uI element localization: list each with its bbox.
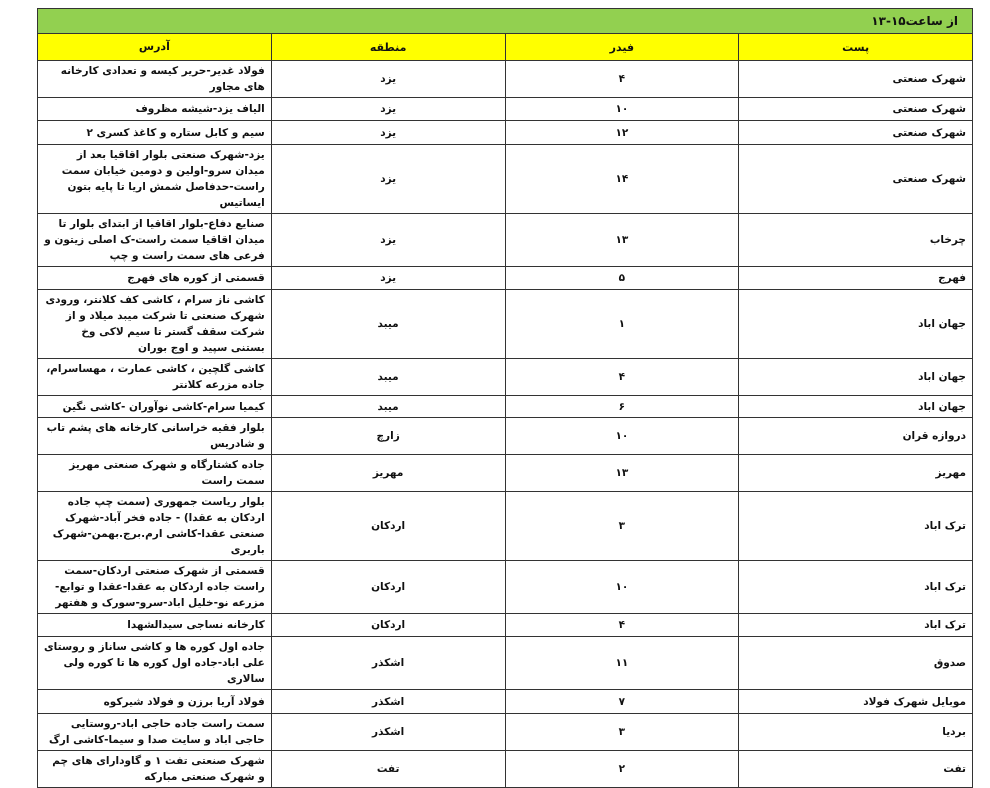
cell-region: یزد <box>271 267 505 290</box>
cell-feeder: ۱۲ <box>505 121 739 145</box>
cell-address: جاده اول کوره ها و کاشی ساناز و روستای علی اباد-جاده اول کوره ها تا کوره ولی سالاری <box>38 637 272 690</box>
cell-address: کیمیا سرام-کاشی نوآوران -کاشی نگین <box>38 396 272 418</box>
cell-address: بلوار ریاست جمهوری (سمت چپ جاده اردکان به عقدا) - جاده فخر آباد-شهرک صنعتی عقدا-کاشی ارم.برج.بهمن-شهرک باربری <box>38 492 272 561</box>
cell-feeder: ۷ <box>505 690 739 714</box>
cell-address: سمت راست جاده حاجی اباد-روستایی حاجی اباد و سایت صدا و سیما-کاشی ارگ <box>38 714 272 751</box>
cell-feeder: ۴ <box>505 61 739 98</box>
cell-feeder: ۱۰ <box>505 561 739 614</box>
table-row <box>38 418 973 455</box>
table-row <box>38 290 973 359</box>
cell-address: صنایع دفاع-بلوار اقاقیا از ابتدای بلوار تا میدان اقاقیا سمت راست-ک اصلی زیتون و فرعی های سمت راست و چپ <box>38 214 272 267</box>
cell-feeder: ۵ <box>505 267 739 290</box>
table-row <box>38 561 973 614</box>
cell-post: شهرک صنعتی <box>739 98 973 121</box>
cell-address: کاشی گلچین ، کاشی عمارت ، مهساسرام، جاده مزرعه کلانتر <box>38 359 272 396</box>
table-row <box>38 637 973 690</box>
cell-region: اشکذر <box>271 690 505 714</box>
cell-region: میبد <box>271 290 505 359</box>
cell-address: فولاد غدیر-حریر کیسه و تعدادی کارخانه های مجاور <box>38 61 272 98</box>
cell-post: شهرک صنعتی <box>739 61 973 98</box>
cell-region: اردکان <box>271 561 505 614</box>
cell-address: الیاف یزد-شیشه مظروف <box>38 98 272 121</box>
cell-region: یزد <box>271 121 505 145</box>
header-row <box>38 34 973 61</box>
cell-region: یزد <box>271 61 505 98</box>
cell-feeder: ۱ <box>505 290 739 359</box>
cell-feeder: ۶ <box>505 396 739 418</box>
cell-region: یزد <box>271 98 505 121</box>
cell-post: فهرج <box>739 267 973 290</box>
table-row <box>38 492 973 561</box>
cell-address: کارخانه نساجی سیدالشهدا <box>38 614 272 637</box>
cell-post: بردیا <box>739 714 973 751</box>
table-row <box>38 145 973 214</box>
title-row <box>38 9 973 34</box>
cell-post: شهرک صنعتی <box>739 121 973 145</box>
header-region: منطقه <box>271 34 505 61</box>
cell-region: میبد <box>271 396 505 418</box>
table-row <box>38 98 973 121</box>
header-post: پست <box>739 34 973 61</box>
cell-region: یزد <box>271 214 505 267</box>
table-body <box>38 61 973 788</box>
cell-address: کاشی ناز سرام ، کاشی کف کلانتر، ورودی شهرک صنعتی تا شرکت میبد میلاد و از شرکت سقف گستر تا سیم لاکی وخ بستنی سپید و اوج بوران <box>38 290 272 359</box>
cell-post: جهان اباد <box>739 290 973 359</box>
cell-address: شهرک صنعتی تفت ۱ و گاودارای های چم و شهرک صنعتی مبارکه <box>38 751 272 788</box>
cell-feeder: ۱۳ <box>505 214 739 267</box>
table-row <box>38 359 973 396</box>
cell-region: یزد <box>271 145 505 214</box>
outage-schedule-table <box>37 8 973 788</box>
table-row <box>38 121 973 145</box>
table-row <box>38 396 973 418</box>
cell-address: یزد-شهرک صنعتی بلوار اقاقیا بعد از میدان سرو-اولین و دومین خیابان سمت راست-حدفاصل شمش اریا تا پایه بتون ایساتیس <box>38 145 272 214</box>
table-row <box>38 455 973 492</box>
outage-schedule-table-wrapper <box>37 8 973 788</box>
cell-address: قسمتی از کوره های فهرج <box>38 267 272 290</box>
cell-post: جهان اباد <box>739 359 973 396</box>
cell-feeder: ۱۱ <box>505 637 739 690</box>
table-row <box>38 714 973 751</box>
cell-feeder: ۱۳ <box>505 455 739 492</box>
cell-address: فولاد آریا برزن و فولاد شیرکوه <box>38 690 272 714</box>
cell-feeder: ۲ <box>505 751 739 788</box>
cell-post: تفت <box>739 751 973 788</box>
table-row <box>38 61 973 98</box>
cell-region: مهریز <box>271 455 505 492</box>
table-row <box>38 751 973 788</box>
cell-post: ترک اباد <box>739 561 973 614</box>
cell-feeder: ۴ <box>505 614 739 637</box>
header-address: آدرس <box>38 34 272 61</box>
cell-feeder: ۳ <box>505 492 739 561</box>
header-feeder: فیدر <box>505 34 739 61</box>
cell-post: موبایل شهرک فولاد <box>739 690 973 714</box>
cell-feeder: ۱۰ <box>505 98 739 121</box>
cell-feeder: ۴ <box>505 359 739 396</box>
cell-region: تفت <box>271 751 505 788</box>
cell-post: ترک اباد <box>739 614 973 637</box>
cell-post: چرخاب <box>739 214 973 267</box>
cell-region: اشکذر <box>271 714 505 751</box>
cell-region: میبد <box>271 359 505 396</box>
table-row <box>38 267 973 290</box>
table-row <box>38 614 973 637</box>
cell-post: جهان اباد <box>739 396 973 418</box>
cell-address: جاده کشتارگاه و شهرک صنعتی مهریز سمت راست <box>38 455 272 492</box>
table-row <box>38 214 973 267</box>
table-title: از ساعت۱۵-۱۳ <box>38 9 973 34</box>
cell-region: اردکان <box>271 614 505 637</box>
cell-feeder: ۳ <box>505 714 739 751</box>
cell-post: شهرک صنعتی <box>739 145 973 214</box>
cell-feeder: ۱۰ <box>505 418 739 455</box>
cell-region: اردکان <box>271 492 505 561</box>
cell-address: بلوار فقیه خراسانی کارخانه های پشم تاب و شادریس <box>38 418 272 455</box>
cell-address: قسمتی از شهرک صنعتی اردکان-سمت راست جاده اردکان به عقدا-عقدا و توابع-مزرعه نو-خلیل اباد-سرو-سورک و هفتهر <box>38 561 272 614</box>
cell-region: اشکذر <box>271 637 505 690</box>
cell-post: دروازه قران <box>739 418 973 455</box>
table-row <box>38 690 973 714</box>
cell-feeder: ۱۴ <box>505 145 739 214</box>
cell-address: سیم و کابل ستاره و کاغذ کسری ۲ <box>38 121 272 145</box>
cell-post: صدوق <box>739 637 973 690</box>
cell-post: ترک اباد <box>739 492 973 561</box>
cell-region: زارچ <box>271 418 505 455</box>
cell-post: مهریز <box>739 455 973 492</box>
